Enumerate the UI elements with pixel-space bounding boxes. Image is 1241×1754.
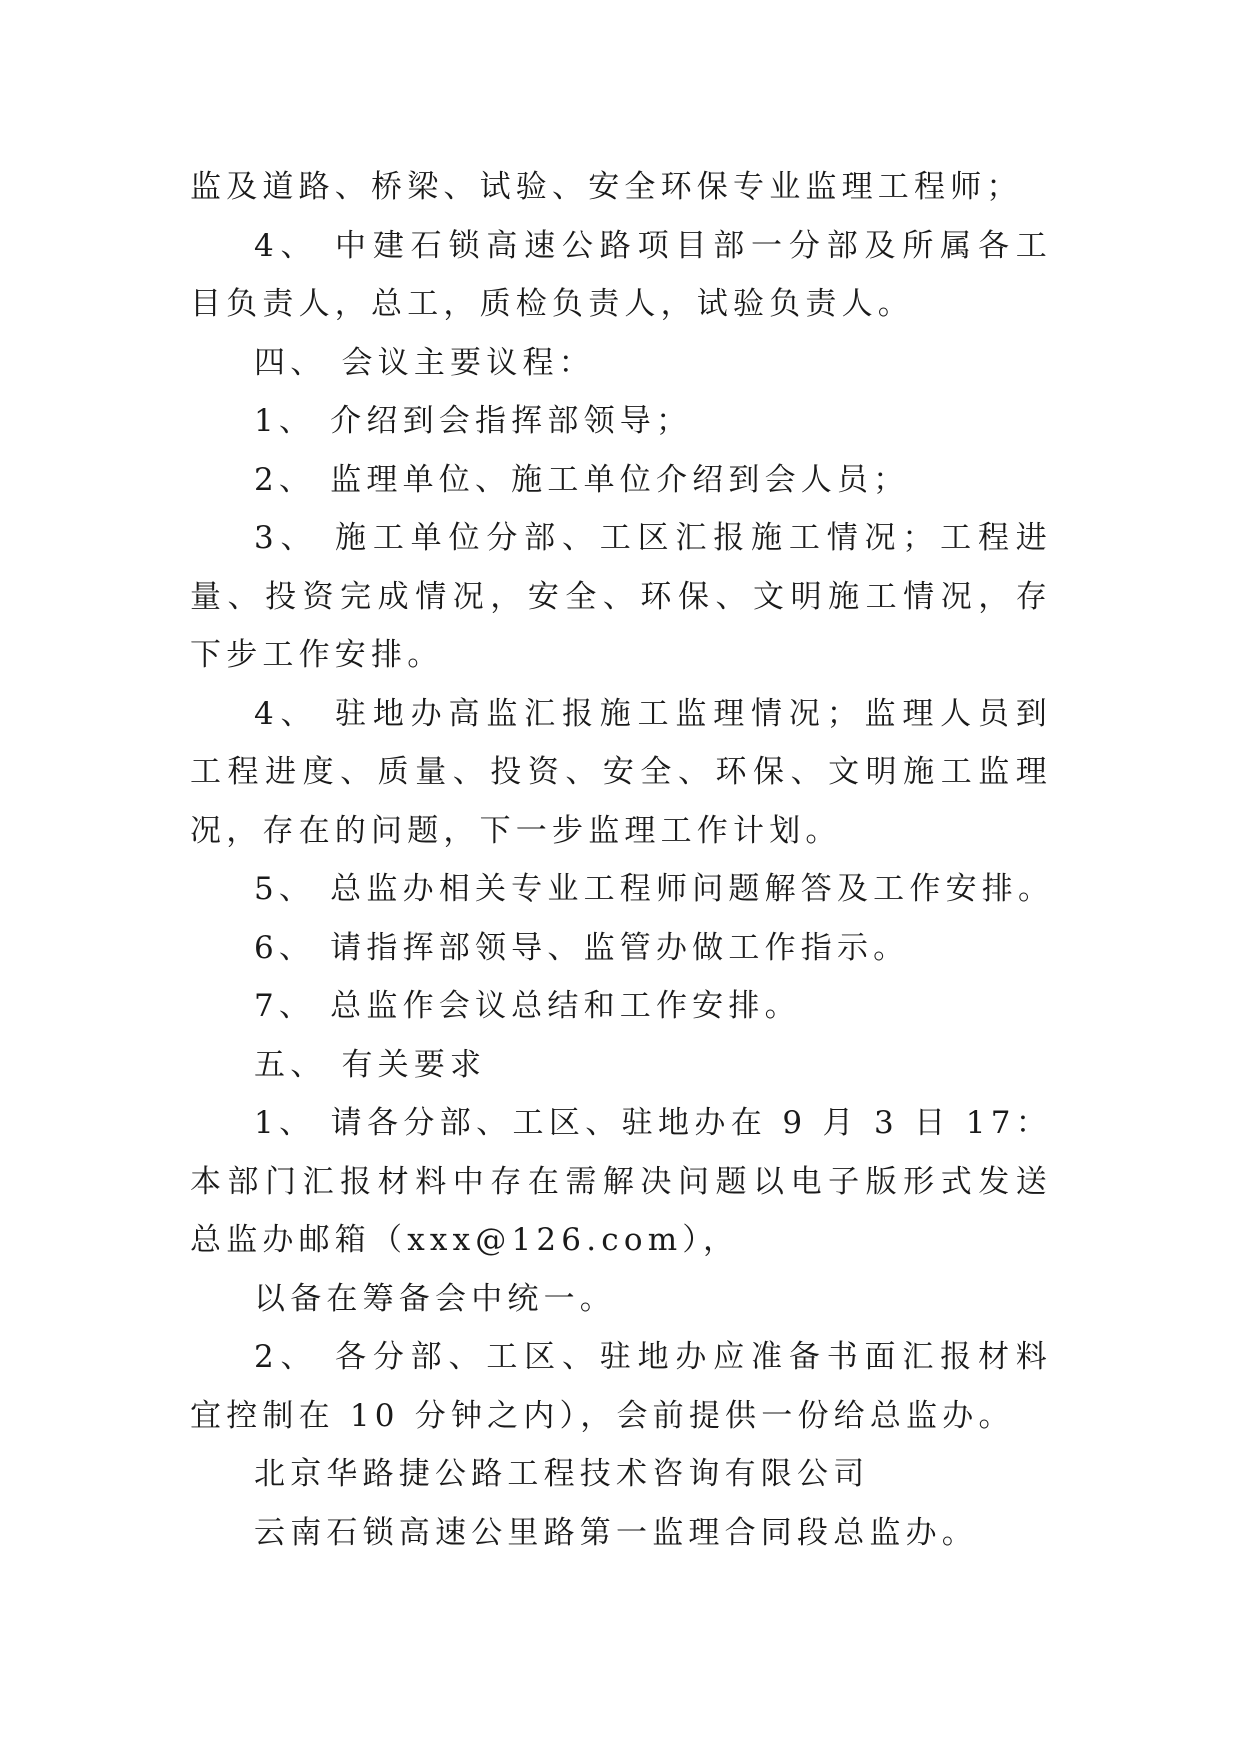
section-heading: 五、 有关要求	[254, 1046, 487, 1083]
signature-company: 北京华路捷公路工程技术咨询有限公司	[254, 1456, 870, 1492]
list-item: 2、 监理单位、施工单位介绍到会人员；	[254, 461, 910, 498]
list-item: 5、 总监办相关专业工程师问题解答及工作安排。	[254, 871, 1055, 907]
list-item: 6、 请指挥部领导、监管办做工作指示。	[254, 929, 910, 966]
section-heading: 四、 会议主要议程：	[254, 344, 595, 381]
list-item: 7、 总监作会议总结和工作安排。	[254, 988, 801, 1024]
list-item: 1、 请各分部、工区、驻地办在 9 月 3 日 17：	[254, 1105, 1052, 1141]
text-line: 况，存在的问题，下一步监理工作计划。	[190, 812, 842, 849]
signature-office: 云南石锁高速公里路第一监理合同段总监办。	[254, 1514, 978, 1551]
document-body	[190, 158, 1055, 1562]
text-line: 工程进度、质量、投资、安全、环保、文明施工监理	[190, 754, 1052, 790]
text-line: 以备在筹备会中统一。	[254, 1280, 616, 1317]
text-line: 4、 中建石锁高速公路项目部一分部及所属各工	[254, 227, 1052, 264]
text-line: 宜控制在 10 分钟之内），会前提供一份给总监办。	[190, 1397, 1015, 1434]
text-line: 量、投资完成情况，安全、环保、文明施工情况，存	[190, 578, 1052, 615]
list-item: 4、 驻地办高监汇报施工监理情况；监理人员到	[254, 695, 1052, 732]
text-line: 监及道路、桥梁、试验、安全环保专业监理工程师；	[190, 169, 1023, 205]
list-item: 1、 介绍到会指挥部领导；	[254, 403, 693, 439]
email-line: 总监办邮箱（xxx@126.com），	[190, 1222, 740, 1258]
text-line: 下步工作安排。	[190, 637, 444, 673]
text-line: 目负责人，总工，质检负责人，试验负责人。	[190, 286, 914, 322]
list-item: 2、 各分部、工区、驻地办应准备书面汇报材料	[254, 1339, 1052, 1375]
text-line: 本部门汇报材料中存在需解决问题以电子版形式发送	[190, 1163, 1052, 1200]
list-item: 3、 施工单位分部、工区汇报施工情况；工程进	[254, 520, 1052, 556]
